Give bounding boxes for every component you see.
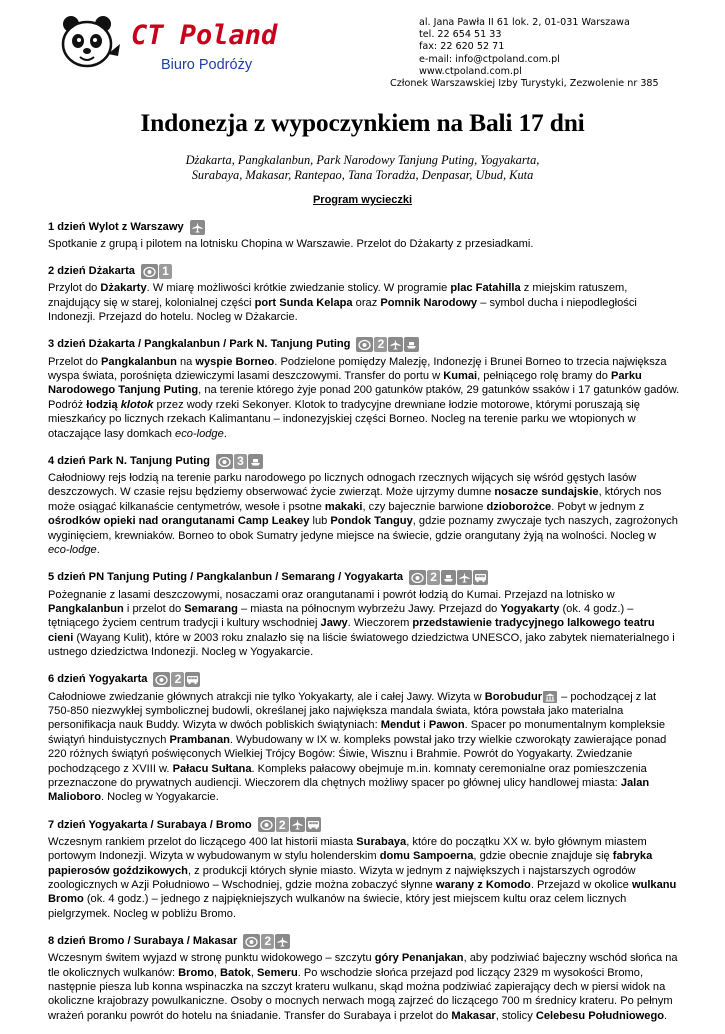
contact-address: al. Jana Pawła II 61 lok. 2, 01-031 Warszawa	[419, 17, 630, 28]
plane-icon	[275, 934, 290, 949]
day-icons	[141, 264, 172, 279]
meal-icon	[141, 264, 158, 279]
logo-text: CT Poland	[131, 20, 278, 51]
subtitle-line-1: Dżakarta, Pangkalanbun, Park Narodowy Tanjung Puting, Yogyakarta,	[185, 153, 540, 167]
day-description: Całodniowy rejs łodzią na terenie parku narodowego po licznych odnogach rzecznych wijących się wśród gęstych lasów deszczowych. W czasie rejsu będziemy obserwować życie zwierząt. Może ujrzymy dumne nosacze sundajskie, których nos może osiągać kilkanaście centymetrów, wesołe i psotne makaki, czy bajecznie barwione dzioborożce. Pobyt w jednym z ośrodków opieki nad orangutanami Camp Leakey lub Pondok Tanguy, gdzie poznamy zwyczaje tych naszych, zagrożonych wyginięciem, krewniaków. Borneo to obok Sumatry jedyne miejsce na świecie, gdzie orangutany żyją na wolności. Nocleg w eco-lodge.	[48, 472, 678, 557]
day-6	[48, 671, 680, 805]
itinerary	[48, 218, 680, 1034]
day-4	[48, 452, 680, 557]
day-heading	[48, 452, 680, 470]
day-icons	[216, 454, 263, 469]
ct-poland-logo	[58, 14, 298, 80]
day-heading-text: 6 dzień Yogyakarta	[48, 673, 148, 686]
bus-icon	[473, 570, 488, 585]
plane-icon	[457, 570, 472, 585]
boat-icon	[248, 454, 263, 469]
day-heading	[48, 336, 680, 354]
day-heading-text: 2 dzień Dżakarta	[48, 265, 135, 278]
day-heading-text: 7 dzień Yogyakarta / Surabaya / Bromo	[48, 818, 252, 831]
day-icons	[356, 337, 419, 352]
day-description: Wczesnym świtem wyjazd w stronę punktu widokowego – szczytu góry Penanjakan, aby podziwiać bajeczny wschód słońca na tle okolicznych wulkanów: Bromo, Batok, Semeru. Po wschodzie słońca przejazd pod liczący 2329 m wysokości Bromo, następnie piesza lub konna wspinaczka na szczyt krateru wulkanu, skąd można podziwiać zapierający dech w piersi widok na okoliczne krajobrazy powulkaniczne. Osoby o mocnych nerwach mogą zajrzeć do liczącego 700 m średnicy krateru. Po pełnym wrażeń poranku powrót do hotelu na śniadanie. Transfer do Surabaya i przelot do Makasar, stolicy Celebesu Południowego.	[48, 952, 678, 1022]
meal-icon	[258, 817, 275, 832]
meal-icon	[356, 337, 373, 352]
day-3	[48, 336, 680, 441]
boat-icon	[441, 570, 456, 585]
day-7	[48, 816, 680, 921]
meal-icon	[216, 454, 233, 469]
contact-block	[390, 17, 690, 90]
day-heading-text: 8 dzień Bromo / Surabaya / Makasar	[48, 935, 238, 948]
contact-email[interactable]: e-mail: info@ctpoland.com.pl	[419, 53, 560, 65]
day-1	[48, 218, 680, 251]
meal-icon	[243, 934, 260, 949]
day-heading	[48, 816, 680, 834]
day-description: Wczesnym rankiem przelot do liczącego 400 lat historii miasta Surabaya, które do początku XX w. było głównym miastem portowym Indonezji. Wizyta w wybudowanym w stylu holenderskim domu Sampoerna, gdzie obecnie znajduje się fabryka papierosów goździkowych, z produkcji których słynie miasto. Wizyta w jednym z największych i najstarszych ogrodów zoologicznych w Azji Południowo – Wschodniej, gdzie można zobaczyć słynne warany z Komodo. Przejazd w okolice wulkanu Bromo (ok. 4 godz.) – jednego z najpiękniejszych wulkanów na świecie, który jest miejscem kultu oraz celem licznych pielgrzymek. Nocleg w pobliżu Bromo.	[48, 835, 677, 920]
meals-count: 1	[159, 264, 172, 279]
meals-count: 2	[374, 337, 387, 352]
bus-icon	[185, 672, 200, 687]
day-heading	[48, 218, 680, 236]
meal-icon	[153, 672, 170, 687]
day-icons	[243, 934, 290, 949]
logo-subtext: Biuro Podróży	[161, 57, 253, 73]
day-icons	[409, 570, 488, 585]
day-heading	[48, 569, 680, 587]
day-icons	[153, 672, 200, 687]
contact-member: Członek Warszawskiej Izby Turystyki, Zezwolenie nr 385	[390, 78, 659, 90]
meal-icon	[409, 570, 426, 585]
contact-fax: fax: 22 620 52 71	[419, 41, 505, 53]
meals-count: 3	[234, 454, 247, 469]
meals-count: 2	[427, 570, 440, 585]
plane-icon	[388, 337, 403, 352]
day-heading-text: 4 dzień Park N. Tanjung Puting	[48, 454, 210, 467]
day-description: Pożegnanie z lasami deszczowymi, nosaczami oraz orangutanami i powrót łodzią do Kumai. Przejazd na lotnisko w Pangkalanbun i przelot do Semarang – miasta na północnym wybrzeżu Jawy. Przejazd do Yogyakarty (ok. 4 godz.) – tętniącego życiem centrum tradycji i kultury wschodniej Jawy. Wieczorem przedstawienie tradycyjnego lalkowego teatru cieni (Wayang Kulit), które w 2003 roku znalazło się na liście światowego dziedzictwa UNESCO, jako zabytek niematerialnego i ustnego dziedzictwa Indonezji. Nocleg w Yogyakarcie.	[48, 588, 675, 659]
program-heading: Program wycieczki	[312, 194, 413, 206]
day-2	[48, 262, 680, 324]
contact-www[interactable]: www.ctpoland.com.pl	[419, 65, 522, 77]
day-heading-text: 3 dzień Dżakarta / Pangkalanbun / Park N. Tanjung Puting	[48, 338, 351, 351]
meals-count: 2	[276, 817, 289, 832]
meals-count: 2	[171, 672, 184, 687]
day-heading	[48, 262, 680, 280]
day-heading-text: 5 dzień PN Tanjung Puting / Pangkalanbun / Semarang / Yogyakarta	[48, 571, 404, 584]
page-title: Indonezja z wypoczynkiem na Bali 17 dni	[140, 108, 585, 137]
contact-tel: tel. 22 654 51 33	[419, 29, 502, 41]
boat-icon	[404, 337, 419, 352]
day-5	[48, 569, 680, 660]
bus-icon	[306, 817, 321, 832]
day-8	[48, 932, 680, 1023]
day-icons	[190, 220, 205, 235]
day-description: Całodniowe zwiedzanie głównych atrakcji nie tylko Yokyakarty, ale i całej Jawy. Wizyta w Borobudur – pochodzącej z lat 750-850 niezwykłej symbolicznej budowli, określanej jako największa mandala świata, która powstała jako materialna personifikacja nauk Buddy. Wizyta w dwóch pobliskich świątyniach: Mendut i Pawon. Spacer po monumentalnym kompleksie świątyń hinduistycznych Prambanan. Wybudowany w IX w. kompleks powstał jako trzy wielkie czworokąty zawierające ponad 220 różnych świątyń poświęconych Wielkiej Trójcy Bogów: Śiwie, Wisznu i Brahmie. Powrót do Yogyakarty. Zwiedzanie pochodzącego z XVIII w. Pałacu Sułtana. Kompleks pałacowy obejmuje m.in. komnaty ceremonialne oraz pomieszczenia przeznaczone do prywatnych audiencji. Wieczorem dla chętnych możliwy spacer po głównej ulicy handlowej miasta: Jalan Malioboro. Nocleg w Yogyakarcie.	[48, 690, 667, 804]
day-description: Przelot do Pangkalanbun na wyspie Borneo. Podzielone pomiędzy Malezję, Indonezję i Brunei Borneo to trzecia największa wyspa świata, porośnięta dziewiczymi lasami deszczowymi. Transfer do portu w Kumai, pełniącego rolę bramy do Parku Narodowego Tanjung Puting, na terenie którego żyje ponad 200 gatunków ptaków, 29 gatunków ssaków i 17 gatunków gadów. Podróż łodzią klotok przez wody rzeki Sekonyer. Klotok to tradycyjne drewniane łodzie motorowe, którymi poruszają się mieszkańcy po licznych rzekach Kalimantanu – indonezyjskiej części Borneo. Nocleg na terenie parku we wtopionych w otaczające lasy domkach eco-lodge.	[48, 355, 680, 440]
day-heading	[48, 932, 680, 950]
day-icons	[258, 817, 321, 832]
day-heading-text: 1 dzień Wylot z Warszawy	[48, 220, 184, 233]
day-description: Przylot do Dżakarty. W miarę możliwości krótkie zwiedzanie stolicy. W programie plac Fatahilla z miejskim ratuszem, znajdujący się w starej, kolonialnej części port Sunda Kelapa oraz Pomnik Narodowy – symbol ducha i niepodległości Indonezji. Przejazd do hotelu. Nocleg w Dżakarcie.	[48, 282, 637, 324]
day-description: Spotkanie z grupą i pilotem na lotnisku Chopina w Warszawie. Przelot do Dżakarty z przesiadkami.	[48, 238, 534, 250]
plane-icon	[290, 817, 305, 832]
unesco-icon	[543, 691, 557, 703]
day-heading	[48, 671, 680, 689]
subtitle	[0, 153, 725, 183]
header	[0, 0, 725, 96]
meals-count: 2	[261, 934, 274, 949]
subtitle-line-2: Surabaya, Makasar, Rantepao, Tana Toradża, Denpasar, Ubud, Kuta	[191, 168, 534, 182]
plane-icon	[190, 220, 205, 235]
